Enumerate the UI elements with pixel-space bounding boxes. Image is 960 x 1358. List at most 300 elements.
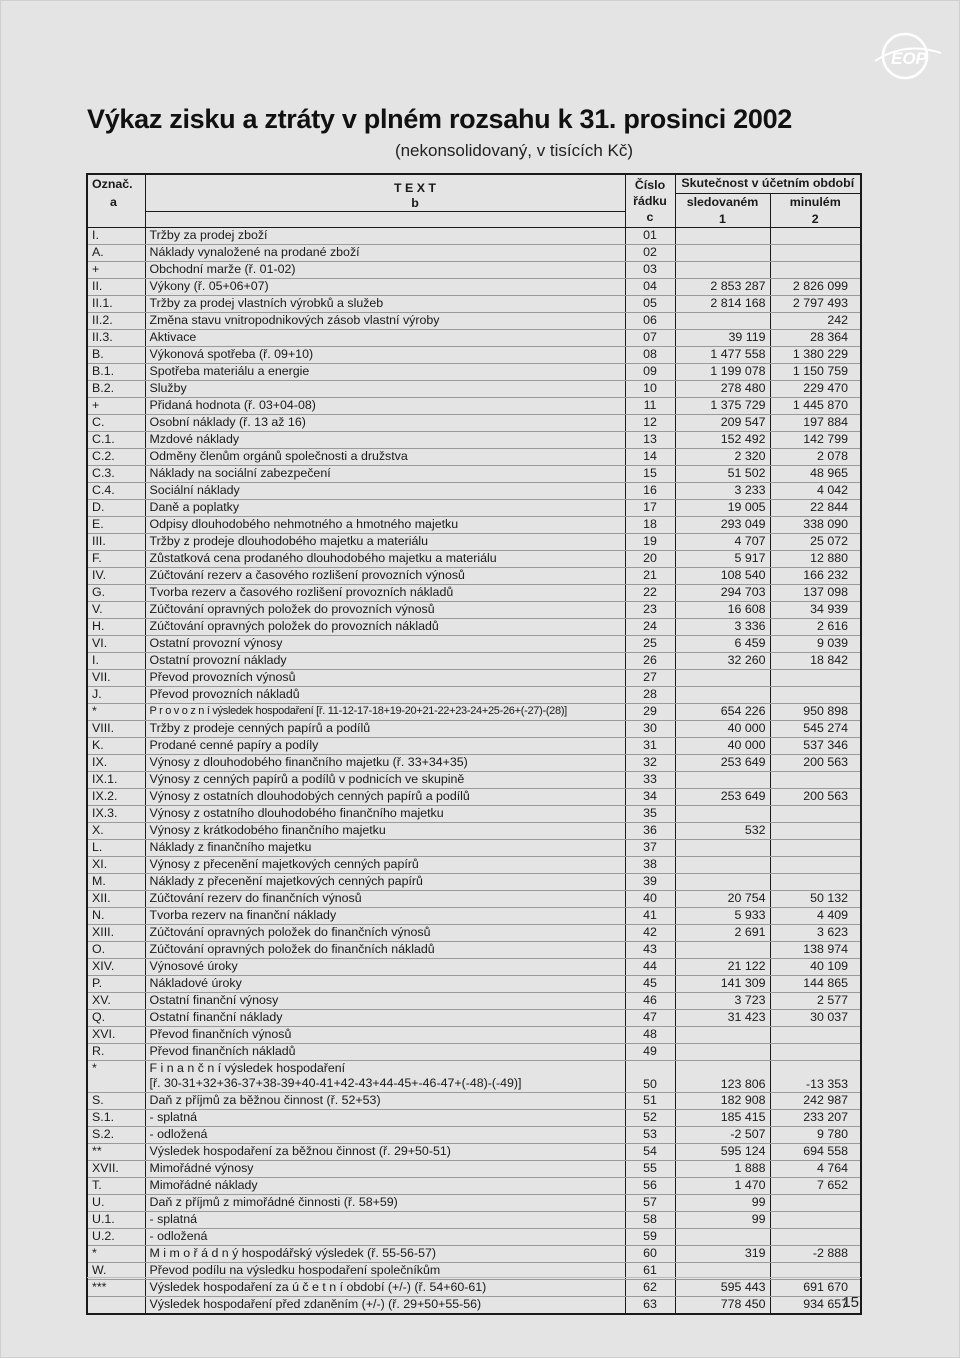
row-current <box>675 1043 770 1060</box>
row-mark: S.1. <box>87 1109 145 1126</box>
table-row <box>87 669 861 686</box>
row-current <box>675 1026 770 1043</box>
row-current: 2 814 168 <box>675 295 770 312</box>
row-previous: 545 274 <box>770 720 861 737</box>
row-mark: II.3. <box>87 329 145 346</box>
row-number: 55 <box>625 1160 675 1177</box>
row-current: 5 917 <box>675 550 770 567</box>
row-text: Převod provozních nákladů <box>145 686 625 703</box>
row-text: Mzdové náklady <box>145 431 625 448</box>
page-title: Výkaz zisku a ztráty v plném rozsahu k 31. prosinci 2002 <box>87 104 793 134</box>
row-current: 3 233 <box>675 482 770 499</box>
row-previous <box>770 1043 861 1060</box>
row-mark: C.1. <box>87 431 145 448</box>
row-number: 32 <box>625 754 675 771</box>
row-text: Sociální náklady <box>145 482 625 499</box>
table-row <box>87 533 861 550</box>
row-number: 33 <box>625 771 675 788</box>
row-previous: 537 346 <box>770 737 861 754</box>
row-mark: G. <box>87 584 145 601</box>
row-text: Zúčtování rezerv a časového rozlišení provozních výnosů <box>145 567 625 584</box>
row-number: 05 <box>625 295 675 312</box>
row-previous: 4 764 <box>770 1160 861 1177</box>
row-previous: 1 445 870 <box>770 397 861 414</box>
table-row <box>87 499 861 516</box>
row-mark: U. <box>87 1194 145 1211</box>
row-current <box>675 941 770 958</box>
row-mark: C.3. <box>87 465 145 482</box>
row-mark: F. <box>87 550 145 567</box>
row-previous: -2 888 <box>770 1245 861 1262</box>
table-row <box>87 1177 861 1194</box>
row-mark: *** <box>87 1279 145 1296</box>
table-row <box>87 363 861 380</box>
row-previous: 22 844 <box>770 499 861 516</box>
row-previous <box>770 822 861 839</box>
row-current: 21 122 <box>675 958 770 975</box>
row-mark: U.2. <box>87 1228 145 1245</box>
row-text: Výnosy z cenných papírů a podílů v podnicích ve skupině <box>145 771 625 788</box>
row-text: Zúčtování opravných položek do provozních nákladů <box>145 618 625 635</box>
row-previous <box>770 856 861 873</box>
row-text: Výnosy z ostatního dlouhodobého finančního majetku <box>145 805 625 822</box>
row-current: 1 477 558 <box>675 346 770 363</box>
row-current: 209 547 <box>675 414 770 431</box>
row-number: 31 <box>625 737 675 754</box>
row-current: 2 320 <box>675 448 770 465</box>
row-text: - odložená <box>145 1126 625 1143</box>
row-current: 16 608 <box>675 601 770 618</box>
row-current: 595 443 <box>675 1279 770 1296</box>
row-previous: 4 409 <box>770 907 861 924</box>
row-previous: 25 072 <box>770 533 861 550</box>
row-previous: 338 090 <box>770 516 861 533</box>
table-row <box>87 771 861 788</box>
row-number: 48 <box>625 1026 675 1043</box>
row-number: 41 <box>625 907 675 924</box>
row-previous: 1 150 759 <box>770 363 861 380</box>
header-mark: Označ. <box>87 174 145 193</box>
row-previous: 2 577 <box>770 992 861 1009</box>
row-text: Ostatní finanční náklady <box>145 1009 625 1026</box>
row-mark: + <box>87 261 145 278</box>
row-mark: II. <box>87 278 145 295</box>
row-previous: 50 132 <box>770 890 861 907</box>
row-current: 595 124 <box>675 1143 770 1160</box>
row-number: 16 <box>625 482 675 499</box>
row-mark: VIII. <box>87 720 145 737</box>
row-current <box>675 771 770 788</box>
row-mark: IX.3. <box>87 805 145 822</box>
row-previous <box>770 1211 861 1228</box>
row-current: 2 691 <box>675 924 770 941</box>
row-current: 3 336 <box>675 618 770 635</box>
row-previous: 2 616 <box>770 618 861 635</box>
row-number: 52 <box>625 1109 675 1126</box>
table-row <box>87 1160 861 1177</box>
row-mark: * <box>87 1245 145 1262</box>
row-text: Výsledek hospodaření před zdaněním (+/-) (ř. 29+50+55-56) <box>145 1296 625 1314</box>
row-mark: R. <box>87 1043 145 1060</box>
row-mark: O. <box>87 941 145 958</box>
row-number: 27 <box>625 669 675 686</box>
row-current: 185 415 <box>675 1109 770 1126</box>
row-text: Zúčtování opravných položek do finančních nákladů <box>145 941 625 958</box>
row-current <box>675 261 770 278</box>
row-mark <box>87 1296 145 1314</box>
row-number: 11 <box>625 397 675 414</box>
row-current: 319 <box>675 1245 770 1262</box>
row-text: Tvorba rezerv a časového rozlišení provozních nákladů <box>145 584 625 601</box>
eop-logo-icon <box>865 31 945 81</box>
row-previous <box>770 261 861 278</box>
table-row <box>87 380 861 397</box>
table-row <box>87 941 861 958</box>
table-row <box>87 703 861 720</box>
table-row <box>87 567 861 584</box>
row-current: 532 <box>675 822 770 839</box>
row-text: Nákladové úroky <box>145 975 625 992</box>
row-previous: 2 078 <box>770 448 861 465</box>
row-number: 10 <box>625 380 675 397</box>
row-number: 30 <box>625 720 675 737</box>
row-number: 60 <box>625 1245 675 1262</box>
row-mark: * <box>87 1060 145 1092</box>
row-text: Výnosové úroky <box>145 958 625 975</box>
header-previous-period: minulém <box>789 195 841 210</box>
table-row <box>87 1092 861 1109</box>
row-number: 37 <box>625 839 675 856</box>
row-current: 20 754 <box>675 890 770 907</box>
table-body-operating-financial <box>87 227 861 1060</box>
row-text: Převod podílu na výsledku hospodaření společníkům <box>145 1262 625 1279</box>
table-row <box>87 822 861 839</box>
row-previous: 242 987 <box>770 1092 861 1109</box>
header-row-number: Číslo řádku c <box>625 174 675 227</box>
header-text: T E X T b <box>145 174 625 212</box>
row-mark: IX.1. <box>87 771 145 788</box>
row-number: 56 <box>625 1177 675 1194</box>
row-previous <box>770 227 861 244</box>
row-text: Výnosy z krátkodobého finančního majetku <box>145 822 625 839</box>
row-number: 47 <box>625 1009 675 1026</box>
row-current: 2 853 287 <box>675 278 770 295</box>
row-previous: 34 939 <box>770 601 861 618</box>
row-text: Daň z příjmů za běžnou činnost (ř. 52+53) <box>145 1092 625 1109</box>
row-text: Služby <box>145 380 625 397</box>
row-current: 1 199 078 <box>675 363 770 380</box>
row-current <box>675 1228 770 1245</box>
row-current: 1 470 <box>675 1177 770 1194</box>
row-text: Tržby za prodej vlastních výrobků a služeb <box>145 295 625 312</box>
row-text: Převod provozních výnosů <box>145 669 625 686</box>
row-text: Náklady na sociální zabezpečení <box>145 465 625 482</box>
table-row <box>87 414 861 431</box>
table-row <box>87 261 861 278</box>
table-row <box>87 652 861 669</box>
row-previous: 30 037 <box>770 1009 861 1026</box>
row-current <box>675 227 770 244</box>
table-row <box>87 1228 861 1245</box>
row-mark: II.2. <box>87 312 145 329</box>
row-number: 28 <box>625 686 675 703</box>
row-mark: K. <box>87 737 145 754</box>
row-text: Odpisy dlouhodobého nehmotného a hmotného majetku <box>145 516 625 533</box>
row-text: Aktivace <box>145 329 625 346</box>
row-mark: Q. <box>87 1009 145 1026</box>
row-number: 61 <box>625 1262 675 1279</box>
row-text: Převod finančních výnosů <box>145 1026 625 1043</box>
row-previous <box>770 1194 861 1211</box>
row-number: 57 <box>625 1194 675 1211</box>
row-text: - odložená <box>145 1228 625 1245</box>
row-number: 17 <box>625 499 675 516</box>
table-row <box>87 618 861 635</box>
row-previous: 144 865 <box>770 975 861 992</box>
row-number: 29 <box>625 703 675 720</box>
row-mark: E. <box>87 516 145 533</box>
row-number: 02 <box>625 244 675 261</box>
row-current: 39 119 <box>675 329 770 346</box>
row-previous <box>770 686 861 703</box>
row-current: 32 260 <box>675 652 770 669</box>
row-number: 07 <box>625 329 675 346</box>
row-current <box>675 244 770 261</box>
table-body-results <box>87 1092 861 1314</box>
table-row <box>87 1211 861 1228</box>
table-row <box>87 329 861 346</box>
row-current: 294 703 <box>675 584 770 601</box>
row-previous: 4 042 <box>770 482 861 499</box>
row-number: 01 <box>625 227 675 244</box>
table-row <box>87 431 861 448</box>
row-number: 46 <box>625 992 675 1009</box>
table-row <box>87 601 861 618</box>
row-mark: VII. <box>87 669 145 686</box>
row-previous: 200 563 <box>770 754 861 771</box>
row-text: Výnosy z ostatních dlouhodobých cenných papírů a podílů <box>145 788 625 805</box>
table-row-financial-result <box>87 1060 861 1092</box>
row-text: Zúčtování rezerv do finančních výnosů <box>145 890 625 907</box>
row-mark: B.1. <box>87 363 145 380</box>
row-current <box>675 873 770 890</box>
row-text: Mimořádné výnosy <box>145 1160 625 1177</box>
row-text: Náklady z přecenění majetkových cenných papírů <box>145 873 625 890</box>
row-number: 22 <box>625 584 675 601</box>
table-row <box>87 907 861 924</box>
row-number: 44 <box>625 958 675 975</box>
row-text: Daň z příjmů z mimořádné činnosti (ř. 58+59) <box>145 1194 625 1211</box>
row-previous: 2 797 493 <box>770 295 861 312</box>
row-number: 09 <box>625 363 675 380</box>
row-text: Tvorba rezerv na finanční náklady <box>145 907 625 924</box>
income-statement-table <box>86 173 862 1315</box>
row-number: 45 <box>625 975 675 992</box>
table-row <box>87 1194 861 1211</box>
row-text: Náklady vynaložené na prodané zboží <box>145 244 625 261</box>
table-row <box>87 958 861 975</box>
row-current: 99 <box>675 1211 770 1228</box>
row-previous: 1 380 229 <box>770 346 861 363</box>
row-current: 278 480 <box>675 380 770 397</box>
row-current: 152 492 <box>675 431 770 448</box>
header-current-index: 1 <box>675 212 770 228</box>
row-number: 63 <box>625 1296 675 1314</box>
row-previous: 197 884 <box>770 414 861 431</box>
row-number: 35 <box>625 805 675 822</box>
row-text: F i n a n č n í výsledek hospodaření [ř. 30-31+32+36-37+38-39+40-41+42-43+44-45+-46-47+(-48)-(-49)] <box>145 1060 625 1092</box>
row-number: 58 <box>625 1211 675 1228</box>
row-text: Tržby z prodeje dlouhodobého majetku a materiálu <box>145 533 625 550</box>
row-mark: A. <box>87 244 145 261</box>
row-previous: 137 098 <box>770 584 861 601</box>
row-text: Ostatní provozní náklady <box>145 652 625 669</box>
row-number: 36 <box>625 822 675 839</box>
row-previous: 934 657 <box>770 1296 861 1314</box>
row-number: 40 <box>625 890 675 907</box>
row-number: 18 <box>625 516 675 533</box>
row-current: 293 049 <box>675 516 770 533</box>
table-row <box>87 754 861 771</box>
row-previous: 142 799 <box>770 431 861 448</box>
row-previous <box>770 839 861 856</box>
page-number: 15 <box>842 1294 859 1311</box>
table-row <box>87 686 861 703</box>
row-text: Mimořádné náklady <box>145 1177 625 1194</box>
header-period-group: Skutečnost v účetním období <box>675 174 861 193</box>
header-current-period: sledovaném <box>675 193 770 211</box>
row-text: Ostatní provozní výnosy <box>145 635 625 652</box>
row-mark: X. <box>87 822 145 839</box>
footer-divider <box>87 1277 861 1278</box>
row-previous: 950 898 <box>770 703 861 720</box>
row-current: 31 423 <box>675 1009 770 1026</box>
row-previous: 28 364 <box>770 329 861 346</box>
table-row <box>87 1143 861 1160</box>
row-current <box>675 686 770 703</box>
row-mark: L. <box>87 839 145 856</box>
row-number: 14 <box>625 448 675 465</box>
table-row <box>87 482 861 499</box>
row-mark: XIII. <box>87 924 145 941</box>
row-mark: B.2. <box>87 380 145 397</box>
row-current <box>675 839 770 856</box>
row-text: Výsledek hospodaření za běžnou činnost (ř. 29+50-51) <box>145 1143 625 1160</box>
row-number: 42 <box>625 924 675 941</box>
table-row <box>87 839 861 856</box>
table-row <box>87 720 861 737</box>
row-previous <box>770 1026 861 1043</box>
row-number: 51 <box>625 1092 675 1109</box>
table-row <box>87 1126 861 1143</box>
row-current: 1 888 <box>675 1160 770 1177</box>
row-mark: IV. <box>87 567 145 584</box>
row-current: -2 507 <box>675 1126 770 1143</box>
row-previous: 2 826 099 <box>770 278 861 295</box>
row-text: Výkony (ř. 05+06+07) <box>145 278 625 295</box>
table-header <box>87 174 861 227</box>
table-row <box>87 924 861 941</box>
row-number: 49 <box>625 1043 675 1060</box>
row-previous <box>770 873 861 890</box>
row-mark: C. <box>87 414 145 431</box>
row-current: 1 375 729 <box>675 397 770 414</box>
row-mark: T. <box>87 1177 145 1194</box>
row-current: 4 707 <box>675 533 770 550</box>
table-row <box>87 1245 861 1262</box>
row-number: 12 <box>625 414 675 431</box>
row-current <box>675 856 770 873</box>
row-mark: S. <box>87 1092 145 1109</box>
row-current <box>675 312 770 329</box>
row-current: 123 806 <box>675 1060 770 1092</box>
row-number: 43 <box>625 941 675 958</box>
row-mark: P. <box>87 975 145 992</box>
row-number: 34 <box>625 788 675 805</box>
row-current: 253 649 <box>675 754 770 771</box>
row-mark: XIV. <box>87 958 145 975</box>
row-mark: B. <box>87 346 145 363</box>
row-text: Přidaná hodnota (ř. 03+04-08) <box>145 397 625 414</box>
row-mark: N. <box>87 907 145 924</box>
row-current: 6 459 <box>675 635 770 652</box>
row-text: Osobní náklady (ř. 13 až 16) <box>145 414 625 431</box>
row-mark: J. <box>87 686 145 703</box>
row-previous: 242 <box>770 312 861 329</box>
row-text: Prodané cenné papíry a podíly <box>145 737 625 754</box>
row-number: 15 <box>625 465 675 482</box>
row-mark: C.2. <box>87 448 145 465</box>
row-current: 3 723 <box>675 992 770 1009</box>
table-row <box>87 975 861 992</box>
row-mark: I. <box>87 227 145 244</box>
row-number: 20 <box>625 550 675 567</box>
row-text: Změna stavu vnitropodnikových zásob vlastní výroby <box>145 312 625 329</box>
row-mark: XVII. <box>87 1160 145 1177</box>
table-row <box>87 516 861 533</box>
row-mark: S.2. <box>87 1126 145 1143</box>
row-mark: + <box>87 397 145 414</box>
row-previous <box>770 805 861 822</box>
table-row <box>87 227 861 244</box>
row-current <box>675 669 770 686</box>
row-text: Spotřeba materiálu a energie <box>145 363 625 380</box>
row-previous: 12 880 <box>770 550 861 567</box>
table-row <box>87 1109 861 1126</box>
table-row <box>87 397 861 414</box>
table-row <box>87 1043 861 1060</box>
row-mark: XI. <box>87 856 145 873</box>
row-number: 04 <box>625 278 675 295</box>
row-current: 108 540 <box>675 567 770 584</box>
row-text: Zúčtování opravných položek do provozních výnosů <box>145 601 625 618</box>
row-text: M i m o ř á d n ý hospodářský výsledek (ř. 55-56-57) <box>145 1245 625 1262</box>
row-mark: U.1. <box>87 1211 145 1228</box>
row-previous: 200 563 <box>770 788 861 805</box>
row-number: 38 <box>625 856 675 873</box>
row-mark: W. <box>87 1262 145 1279</box>
row-number: 08 <box>625 346 675 363</box>
table-row <box>87 1296 861 1314</box>
row-text: Tržby za prodej zboží <box>145 227 625 244</box>
table-row <box>87 788 861 805</box>
row-current: 19 005 <box>675 499 770 516</box>
table-row <box>87 992 861 1009</box>
table-row <box>87 278 861 295</box>
row-previous: 18 842 <box>770 652 861 669</box>
row-mark: III. <box>87 533 145 550</box>
row-mark: D. <box>87 499 145 516</box>
